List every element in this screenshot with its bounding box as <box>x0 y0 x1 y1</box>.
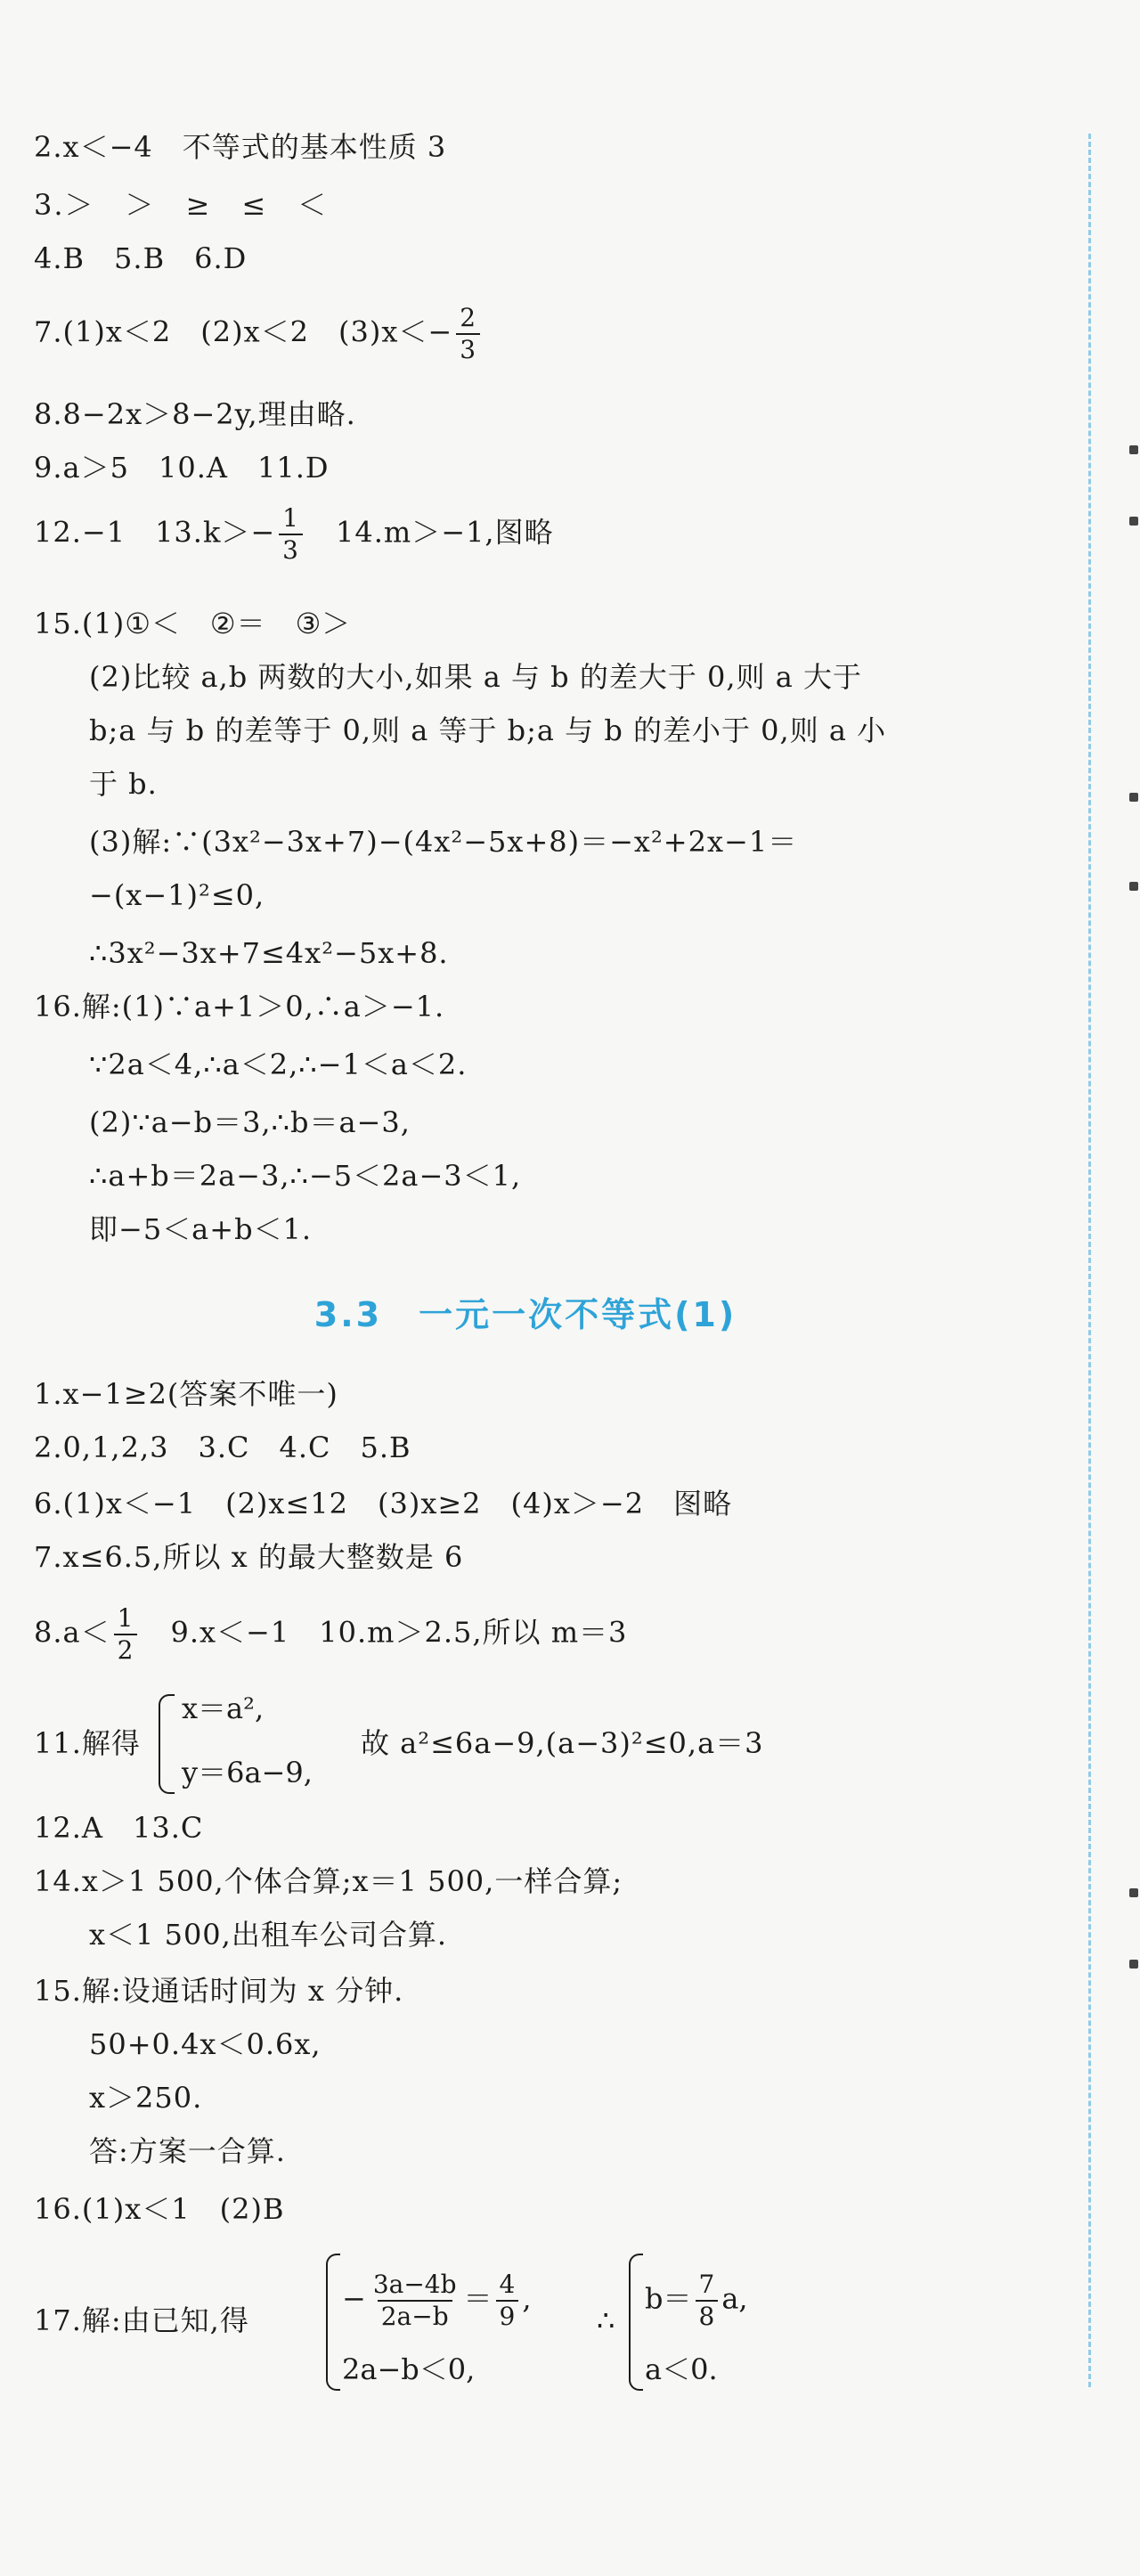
fraction <box>456 303 480 365</box>
answer-line-9-11: 9.a＞5 10.A 11.D <box>34 451 330 485</box>
fraction-denominator: 2a−b <box>378 2300 452 2332</box>
fraction-numerator: 7 <box>698 2270 715 2299</box>
result-equation-1-tail: a, <box>721 2281 748 2316</box>
answer-line-12-14 <box>34 503 554 566</box>
answer-line-b15d: 答:方案一合算. <box>89 2134 286 2168</box>
system-brace <box>159 1694 175 1794</box>
answer-line-15-3a: (3)解:∵(3x²−3x+7)−(4x²−5x+8)＝−x²+2x−1＝ <box>89 825 798 859</box>
answer-line-b14b: x＜1 500,出租车公司合算. <box>89 1918 448 1952</box>
answer-line-16-4: ∴a+b＝2a−3,∴−5＜2a−3＜1, <box>89 1159 522 1193</box>
answer-line-b8-text: 8.a＜ <box>34 1615 110 1650</box>
answer-line-4-6: 4.B 5.B 6.D <box>34 241 248 275</box>
equals-sign: ＝ <box>463 2281 493 2316</box>
answer-line-b11-text: 故 a²≤6a−9,(a−3)²≤0,a＝3 <box>361 1726 764 1760</box>
edge-mark <box>1129 1888 1138 1897</box>
fraction <box>279 503 303 566</box>
system-brace <box>326 2254 340 2391</box>
fraction <box>696 2270 719 2332</box>
answer-line-b7: 7.x≤6.5,所以 x 的最大整数是 6 <box>34 1540 464 1574</box>
fraction-numerator: 1 <box>282 503 299 533</box>
answer-line-3: 3.＞ ＞ ≥ ≤ ＜ <box>34 188 329 222</box>
answer-line-b11-label: 11.解得 <box>34 1726 141 1760</box>
answer-line-b15a: 15.解:设通话时间为 x 分钟. <box>34 1974 404 2008</box>
therefore-symbol: ∴ <box>597 2303 615 2337</box>
answer-line-16-5: 即−5＜a+b＜1. <box>89 1212 313 1246</box>
answer-line-15-2b: b;a 与 b 的差等于 0,则 a 等于 b;a 与 b 的差小于 0,则 a 小 <box>89 713 887 747</box>
fraction-denominator: 2 <box>114 1634 138 1666</box>
answer-line-b15b: 50+0.4x＜0.6x, <box>89 2027 322 2061</box>
answer-line-b15c: x＞250. <box>89 2081 203 2115</box>
fraction-denominator: 9 <box>496 2300 519 2332</box>
answer-line-b12-13: 12.A 13.C <box>34 1811 204 1845</box>
fraction-numerator: 1 <box>117 1603 134 1633</box>
edge-mark <box>1129 445 1138 454</box>
answer-line-2: 2.x＜−4 不等式的基本性质 3 <box>34 130 447 164</box>
result-equation-1-text: b＝ <box>645 2281 692 2316</box>
fraction-denominator: 3 <box>279 534 303 566</box>
fraction-numerator: 3a−4b <box>372 2270 457 2299</box>
answer-line-15-3c: ∴3x²−3x+7≤4x²−5x+8. <box>89 936 449 970</box>
fraction <box>496 2270 519 2332</box>
section-heading: 3.3 一元一次不等式(1) <box>314 1295 737 1334</box>
system-brace <box>629 2254 643 2391</box>
answer-line-15-1: 15.(1)①＜ ②＝ ③＞ <box>34 607 352 640</box>
edge-mark <box>1129 793 1138 802</box>
answer-line-8: 8.8−2x＞8−2y,理由略. <box>34 397 356 431</box>
answer-line-14-text: 14.m＞−1,图略 <box>336 515 554 550</box>
answer-line-b2-5: 2.0,1,2,3 3.C 4.C 5.B <box>34 1431 411 1464</box>
answer-line-16-3: (2)∵a−b＝3,∴b＝a−3, <box>89 1105 411 1139</box>
system-equation-2: 2a−b＜0, <box>342 2352 476 2386</box>
answer-line-7 <box>34 303 484 365</box>
fraction <box>370 2270 460 2332</box>
system-equation-1 <box>342 2270 532 2332</box>
answer-line-16-2: ∵2a＜4,∴a＜2,∴−1＜a＜2. <box>89 1048 468 1081</box>
fraction-denominator: 3 <box>456 333 480 365</box>
answer-line-b16: 16.(1)x＜1 (2)B <box>34 2192 285 2226</box>
answer-line-b17-label: 17.解:由已知,得 <box>34 2303 249 2337</box>
answer-line-b1: 1.x−1≥2(答案不唯一) <box>34 1377 338 1411</box>
answer-line-7-text: 7.(1)x＜2 (2)x＜2 (3)x＜− <box>34 314 453 349</box>
answer-line-b9-text: 9.x＜−1 10.m＞2.5,所以 m＝3 <box>170 1615 628 1650</box>
answer-line-b6: 6.(1)x＜−1 (2)x≤12 (3)x≥2 (4)x＞−2 图略 <box>34 1487 733 1520</box>
answer-line-b14a: 14.x＞1 500,个体合算;x＝1 500,一样合算; <box>34 1864 623 1898</box>
fraction-numerator: 4 <box>499 2270 516 2299</box>
fraction-denominator: 8 <box>696 2300 719 2332</box>
result-equation-1 <box>645 2270 748 2332</box>
answer-line-15-3b: −(x−1)²≤0, <box>89 878 265 912</box>
fraction-numerator: 2 <box>460 303 477 332</box>
result-equation-2: a＜0. <box>645 2352 718 2386</box>
edge-mark <box>1129 517 1138 526</box>
margin-dashed-rule <box>1088 134 1091 2387</box>
system-equation-2: y＝6a−9, <box>182 1756 313 1789</box>
minus-sign: − <box>342 2281 366 2316</box>
answer-line-15-2a: (2)比较 a,b 两数的大小,如果 a 与 b 的差大于 0,则 a 大于 <box>89 660 862 694</box>
system-equation-1: x＝a², <box>182 1692 265 1725</box>
answer-line-12-text: 12.−1 13.k＞− <box>34 515 276 550</box>
fraction <box>114 1603 138 1666</box>
comma: , <box>522 2281 532 2316</box>
answer-line-15-2c: 于 b. <box>89 767 158 801</box>
edge-mark <box>1129 1960 1138 1969</box>
answer-line-b8-10 <box>34 1603 627 1666</box>
answer-line-16-1: 16.解:(1)∵a+1＞0,∴a＞−1. <box>34 990 445 1023</box>
edge-mark <box>1129 882 1138 891</box>
